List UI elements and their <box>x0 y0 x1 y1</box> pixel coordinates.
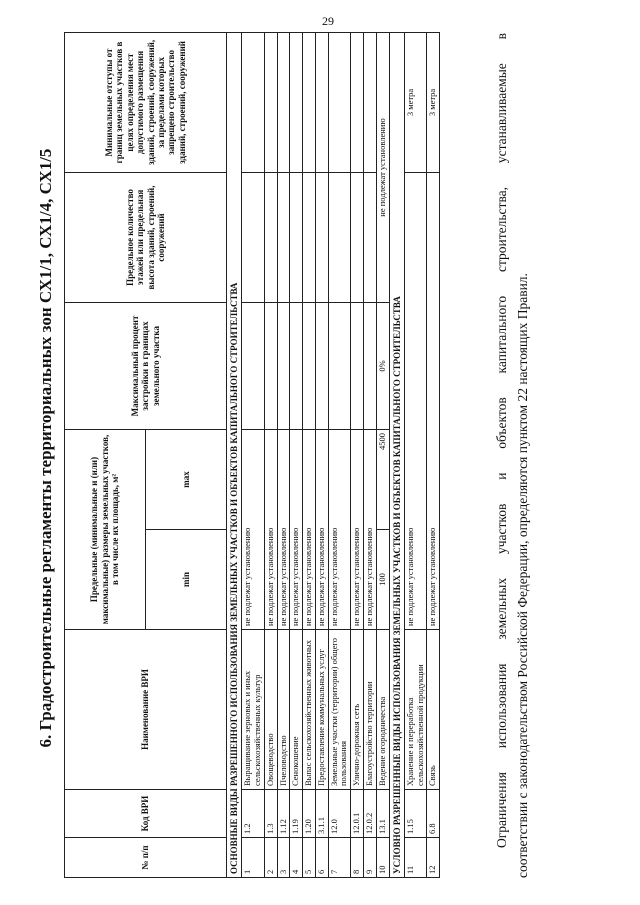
row-name: Земельные участки (территории) общего пользования <box>328 630 351 790</box>
row-percent <box>277 302 290 429</box>
row-number: 5 <box>303 838 316 878</box>
row-name: Благоустройство территории <box>364 630 377 790</box>
table-header-row <box>65 32 146 877</box>
header-setback: Минимальные отступы от границ земельных участков в целях определения мест допустимого размещения зданий, строений, сооружений, за пределами которых запрещено строительство зданий, строений, сооружений <box>65 32 227 172</box>
row-size-text: не подлежат установлению <box>364 429 377 629</box>
regulations-table <box>64 32 440 878</box>
row-percent <box>303 302 316 429</box>
page-number: 29 <box>322 14 334 28</box>
table-row <box>351 32 364 877</box>
row-setback <box>328 32 351 172</box>
document-title: 6. Градостроительные регламенты территориальных зон СХ1/1, СХ1/4, СХ1/5 <box>36 148 55 748</box>
header-percent: Максимальный процент застройки в границах земельного участка <box>65 302 227 429</box>
row-name: Предоставление коммунальных услуг <box>315 630 328 790</box>
section-conditional-title: УСЛОВНО РАЗРЕШЕННЫЕ ВИДЫ ИСПОЛЬЗОВАНИЯ ЗЕМЕЛЬНЫХ УЧАСТКОВ И ОБЪЕКТОВ КАПИТАЛЬНОГО СТРОИТЕЛЬСТВА <box>389 32 404 877</box>
row-name: Улично-дорожная сеть <box>351 630 364 790</box>
row-setback <box>290 32 303 172</box>
row-floors <box>290 172 303 302</box>
row-number: 10 <box>376 838 389 878</box>
row-percent <box>315 302 328 429</box>
footnote-line-2: соответствии с законодательством Российской Федерации, определяются пунктом 22 настоящих Правил. <box>514 273 530 878</box>
header-name: Наименование ВРИ <box>65 630 227 790</box>
row-size-text: не подлежат установлению <box>328 429 351 629</box>
row-floors <box>351 172 364 302</box>
row-name: Хранение и переработка сельскохозяйственной продукции <box>404 630 427 790</box>
row-percent <box>290 302 303 429</box>
row-number: 6 <box>315 838 328 878</box>
row-number: 8 <box>351 838 364 878</box>
row-percent <box>242 302 265 429</box>
row-name: Связь <box>427 630 440 790</box>
header-size: Предельные (минимальные и (или) максимальные) размеры земельных участков, в том числе их площадь, м² <box>65 429 146 629</box>
row-code: 3.1.1 <box>315 790 328 838</box>
row-name: Выпас сельскохозяйственных животных <box>303 630 316 790</box>
section-conditional-row <box>389 32 404 877</box>
row-setback <box>364 32 377 172</box>
table-row <box>264 32 277 877</box>
table-row <box>404 32 427 877</box>
table-row <box>376 32 389 877</box>
table-row <box>427 32 440 877</box>
row-size-max: 4500 <box>376 429 389 529</box>
header-code: Код ВРИ <box>65 790 227 838</box>
footnote <box>492 33 534 878</box>
row-code: 1.2 <box>242 790 265 838</box>
section-main-title: ОСНОВНЫЕ ВИДЫ РАЗРЕШЕННОГО ИСПОЛЬЗОВАНИЯ ЗЕМЕЛЬНЫХ УЧАСТКОВ И ОБЪЕКТОВ КАПИТАЛЬНОГО СТРОИТЕЛЬСТВА <box>227 32 242 877</box>
row-name: Сенокошение <box>290 630 303 790</box>
row-name: Овощеводство <box>264 630 277 790</box>
row-setback <box>264 32 277 172</box>
row-size-text: не подлежат установлению <box>242 429 265 629</box>
row-floors <box>315 172 328 302</box>
row-size-min: 100 <box>376 530 389 630</box>
row-floors <box>277 172 290 302</box>
row-setback: 3 метра <box>404 32 427 172</box>
row-floors <box>264 172 277 302</box>
row-name: Ведение огородничества <box>376 630 389 790</box>
row-size-text: не подлежат установлению <box>303 429 316 629</box>
table-row <box>277 32 290 877</box>
row-floors <box>328 172 351 302</box>
table-row <box>328 32 351 877</box>
row-setback <box>351 32 364 172</box>
row-percent <box>264 302 277 429</box>
row-code: 1.15 <box>404 790 427 838</box>
table-row <box>242 32 265 877</box>
row-code: 1.3 <box>264 790 277 838</box>
section-main-row <box>227 32 242 877</box>
row-setback <box>315 32 328 172</box>
header-num: № п/п <box>65 838 227 878</box>
row-size-text: не подлежат установлению <box>290 429 303 629</box>
row-code: 6.8 <box>427 790 440 838</box>
row-setback <box>277 32 290 172</box>
row-floors <box>242 172 265 302</box>
table-row <box>315 32 328 877</box>
row-size-text: не подлежат установлению <box>277 429 290 629</box>
row-code: 1.19 <box>290 790 303 838</box>
row-code: 12.0.1 <box>351 790 364 838</box>
row-size-text: не подлежат установлению <box>264 429 277 629</box>
row-percent <box>328 302 351 429</box>
row-code: 12.0.2 <box>364 790 377 838</box>
row-setback <box>242 32 265 172</box>
row-code: 12.0 <box>328 790 351 838</box>
row-size-text: не подлежат установлению <box>427 172 440 629</box>
row-number: 9 <box>364 838 377 878</box>
table-row <box>364 32 377 877</box>
row-number: 7 <box>328 838 351 878</box>
row-number: 4 <box>290 838 303 878</box>
row-size-text: не подлежат установлению <box>315 429 328 629</box>
rotated-page-content <box>14 28 634 878</box>
row-percent: 0% <box>376 302 389 429</box>
header-min: min <box>146 530 227 630</box>
row-number: 1 <box>242 838 265 878</box>
table-row <box>290 32 303 877</box>
row-number: 3 <box>277 838 290 878</box>
row-size-text: не подлежат установлению <box>351 429 364 629</box>
row-number: 12 <box>427 838 440 878</box>
table-row <box>303 32 316 877</box>
header-floors: Предельное количество этажей или предельная высота зданий, строений, сооружений <box>65 172 227 302</box>
row-name: Пчеловодство <box>277 630 290 790</box>
row-size-text: не подлежат установлению <box>404 172 427 629</box>
footnote-line-1: Ограничения использования земельных участков и объектов капитального строительства, устанавливаемые в <box>494 33 509 848</box>
row-code: 1.12 <box>277 790 290 838</box>
header-max: max <box>146 429 227 529</box>
row-number: 2 <box>264 838 277 878</box>
row-code: 1.20 <box>303 790 316 838</box>
row-setback: 3 метра <box>427 32 440 172</box>
row-code: 13.1 <box>376 790 389 838</box>
row-percent <box>351 302 364 429</box>
row-floors <box>364 172 377 302</box>
row-name: Выращивание зерновых и иных сельскохозяйственных культур <box>242 630 265 790</box>
row-number: 11 <box>404 838 427 878</box>
row-floors: не подлежат установлению <box>376 32 389 302</box>
row-percent <box>364 302 377 429</box>
row-setback <box>303 32 316 172</box>
row-floors <box>303 172 316 302</box>
